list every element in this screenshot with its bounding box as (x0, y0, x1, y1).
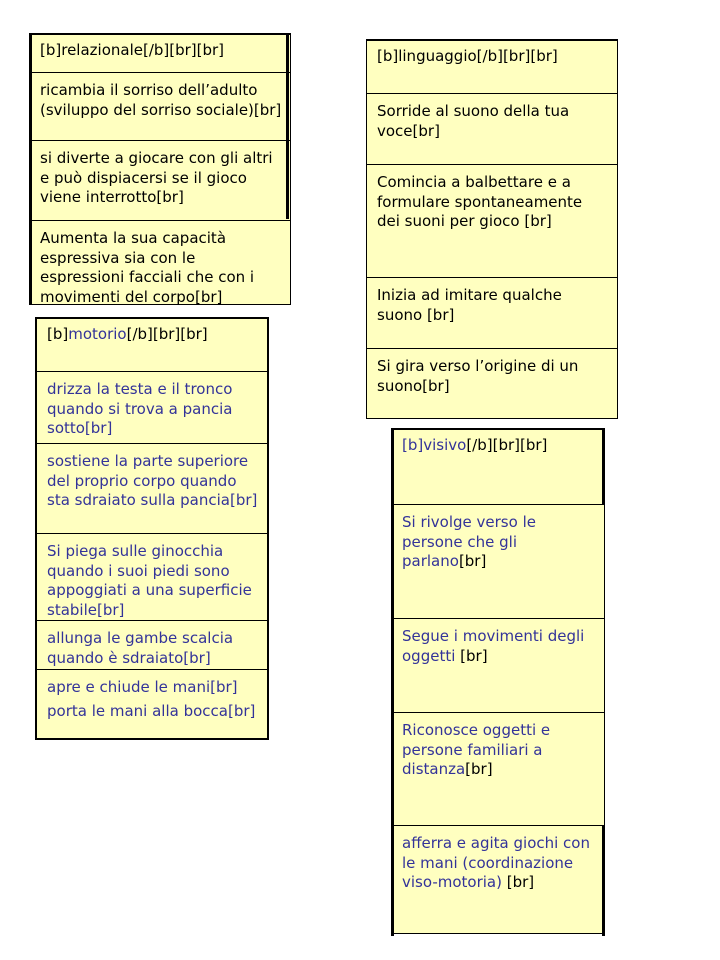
table-row: Comincia a balbettare e a formulare spontaneamente dei suoni per gioco [br] (367, 164, 617, 277)
header-keyword: motorio (68, 325, 127, 343)
table-row: ricambia il sorriso dell’adulto (sviluppo del sorriso sociale)[br] (30, 72, 290, 140)
table-row: Segue i movimenti degli oggetti [br] (392, 618, 604, 712)
table-linguaggio (366, 39, 618, 419)
thick-border-left (391, 428, 394, 936)
table-row: Si piega sulle ginocchia quando i suoi piedi sono appoggiati a una superficie stabile[br] (37, 533, 267, 620)
header-text: [b]linguaggio[/b][br][br] (377, 47, 558, 65)
table-row: Sorride al suono della tua voce[br] (367, 93, 617, 164)
table-row: Si rivolge verso le persone che gli parlano[br] (392, 504, 604, 618)
table-row: drizza la testa e il tronco quando si trova a pancia sotto[br] (37, 371, 267, 443)
table-header: [b]motorio[/b][br][br] (47, 325, 208, 343)
table-visivo (391, 428, 605, 934)
table-row: Aumenta la sua capacità espressiva sia con le espressioni facciali che con i movimenti del corpo[br] (30, 220, 290, 306)
table-row: Inizia ad imitare qualche suono [br] (367, 277, 617, 348)
table-header: [b]visivo[/b][br][br] (402, 436, 548, 454)
table-relazionale (29, 33, 291, 305)
table-header (30, 35, 290, 72)
header-keyword: [b]visivo (402, 436, 467, 454)
table-row: apre e chiude le mani[br] porta le mani alla bocca[br] (37, 669, 267, 740)
table-row: Riconosce oggetti e persone familiari a distanza[br] (392, 712, 604, 825)
table-row: si diverte a giocare con gli altri e può dispiacersi se il gioco viene interrotto[br] (30, 140, 290, 220)
table-row: Si gira verso l’origine di un suono[br] (367, 348, 617, 419)
thick-border-left (29, 33, 32, 305)
table-motorio (35, 317, 269, 740)
table-header (367, 41, 617, 93)
header-text: [b]relazionale[/b][br][br] (40, 41, 225, 59)
thick-border-right (286, 33, 289, 219)
table-row: allunga le gambe scalcia quando è sdraiato[br] (37, 620, 267, 669)
thick-border-right (602, 428, 605, 504)
thick-border-right (602, 825, 605, 936)
table-row: afferra e agita giochi con le mani (coordinazione viso-motoria) [br] (392, 825, 604, 934)
table-row: sostiene la parte superiore del proprio corpo quando sta sdraiato sulla pancia[br] (37, 443, 267, 533)
